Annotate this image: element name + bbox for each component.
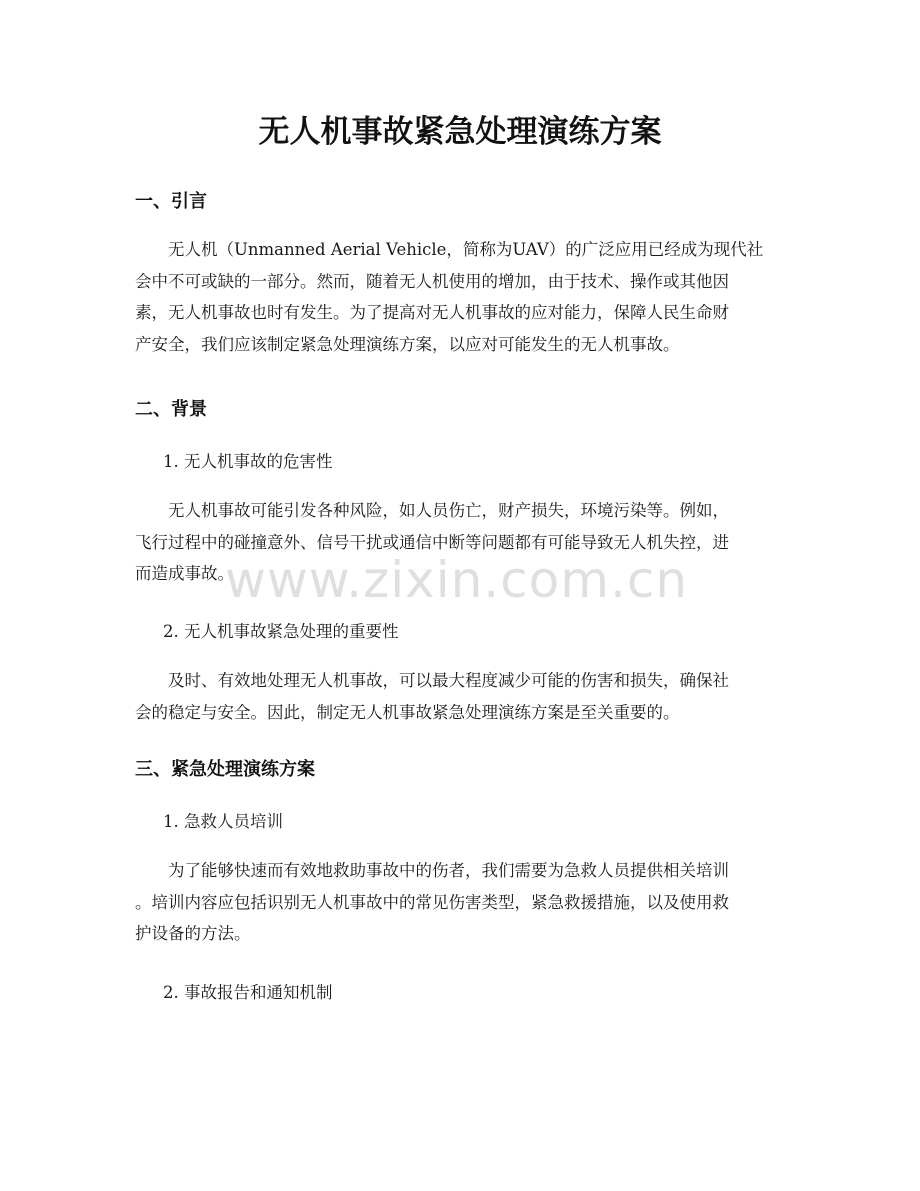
paragraph-training <box>135 855 787 950</box>
paragraph-line: 会中不可或缺的一部分。然而，随着无人机使用的增加，由于技术、操作或其他因 <box>135 271 729 291</box>
paragraph-line: 素，无人机事故也时有发生。为了提高对无人机事故的应对能力，保障人民生命财 <box>135 303 729 322</box>
paragraph-line: 而造成事故。 <box>135 564 234 583</box>
paragraph-line: 会的稳定与安全。因此，制定无人机事故紧急处理演练方案是至关重要的。 <box>135 702 680 722</box>
section-heading-background: 二、背景 <box>135 399 207 420</box>
subsection-heading-training: 1. 急救人员培训 <box>163 812 283 831</box>
document-title: 无人机事故紧急处理演练方案 <box>258 114 662 150</box>
paragraph-line: 及时、有效地处理无人机事故，可以最大程度减少可能的伤害和损失，确保社 <box>168 671 729 690</box>
paragraph-hazards <box>135 495 787 590</box>
subsection-heading-reporting: 2. 事故报告和通知机制 <box>163 983 333 1002</box>
paragraph-line: 飞行过程中的碰撞意外、信号干扰或通信中断等问题都有可能导致无人机失控，进 <box>135 532 729 552</box>
paragraph-line: 为了能够快速而有效地救助事故中的伤者，我们需要为急救人员提供相关培训 <box>168 861 729 880</box>
paragraph-importance <box>135 665 787 728</box>
paragraph-line: 无人机事故可能引发各种风险，如人员伤亡，财产损失，环境污染等。例如， <box>168 501 729 520</box>
section-heading-drill-plan: 三、紧急处理演练方案 <box>135 759 315 780</box>
paragraph-line: 产安全，我们应该制定紧急处理演练方案，以应对可能发生的无人机事故。 <box>135 334 680 354</box>
paragraph-line: 。培训内容应包括识别无人机事故中的常见伤害类型，紧急救援措施，以及使用救 <box>135 892 729 912</box>
subsection-heading-hazards: 1. 无人机事故的危害性 <box>163 452 333 471</box>
watermark-text: www.zixin.com.cn <box>225 551 689 609</box>
paragraph-line: 无人机（Unmanned Aerial Vehicle，简称为UAV）的广泛应用已经成为现代社 <box>168 240 764 259</box>
paragraph-introduction <box>135 234 787 360</box>
section-heading-introduction: 一、引言 <box>135 191 207 212</box>
subsection-heading-importance: 2. 无人机事故紧急处理的重要性 <box>163 622 399 641</box>
paragraph-line: 护设备的方法。 <box>135 924 251 943</box>
